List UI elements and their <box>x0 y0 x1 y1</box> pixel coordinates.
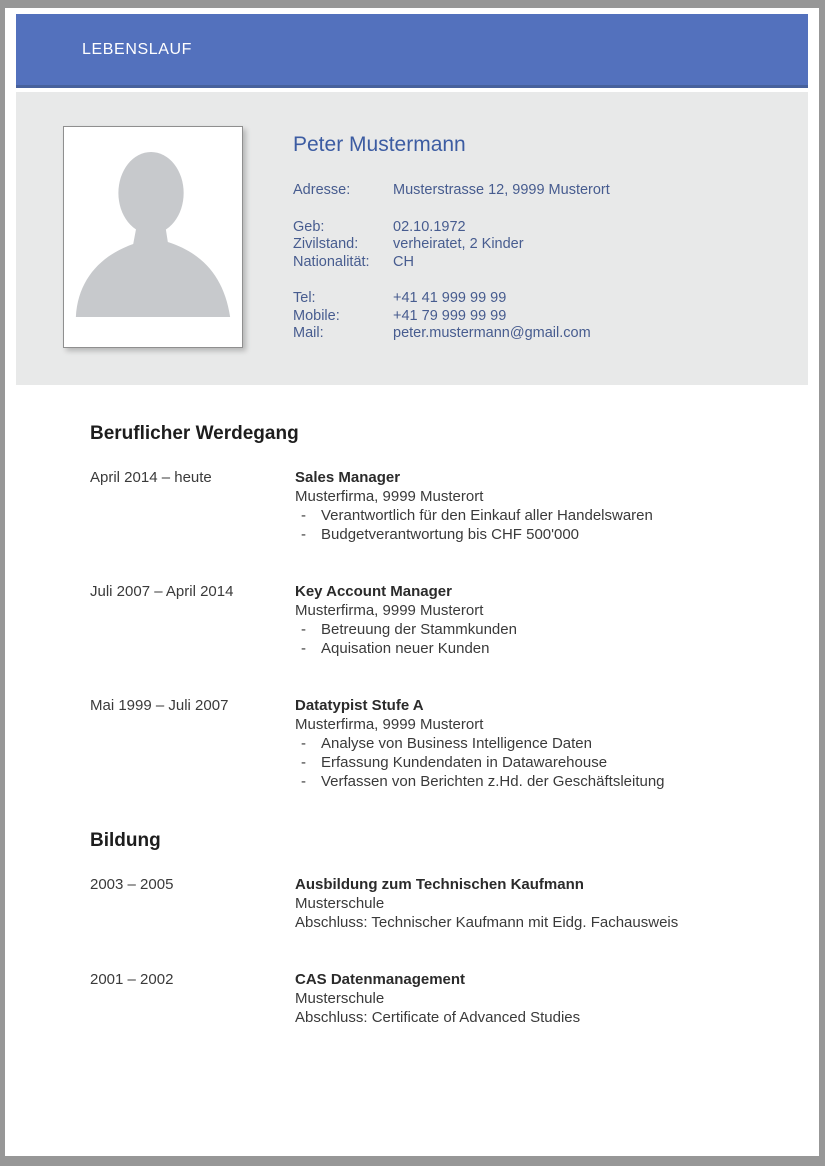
contact-row <box>293 325 773 343</box>
contact-row <box>293 254 773 272</box>
contact-row <box>293 236 773 254</box>
contact-row <box>293 219 773 237</box>
bullet-text: Verantwortlich für den Einkauf aller Handelswaren <box>321 507 653 524</box>
cv-entry <box>90 696 789 791</box>
contact-row <box>293 308 773 326</box>
contact-info <box>293 182 773 343</box>
entry-line: Musterfirma, 9999 Musterort <box>295 488 484 505</box>
entry-line: Musterschule <box>295 895 385 912</box>
cv-body <box>90 422 789 1065</box>
bullet-text: Budgetverantwortung bis CHF 500'000 <box>321 526 580 543</box>
entry-bullet <box>295 506 789 525</box>
bullet-text: Verfassen von Berichten z.Hd. der Geschäftsleitung <box>321 773 665 790</box>
entry-line: Abschluss: Certificate of Advanced Studies <box>295 1009 581 1026</box>
entry-bullet <box>295 772 789 791</box>
entry-period: Mai 1999 – Juli 2007 <box>90 697 229 714</box>
entry-period: 2001 – 2002 <box>90 971 174 988</box>
entry-bullet <box>295 734 789 753</box>
entry-bullet <box>295 639 789 658</box>
entry-period: 2003 – 2005 <box>90 876 174 893</box>
entry-period: Juli 2007 – April 2014 <box>90 583 234 600</box>
section-heading: Beruflicher Werdegang <box>90 423 299 444</box>
cv-entry <box>90 875 789 932</box>
contact-group <box>293 182 773 200</box>
profile-panel <box>16 92 808 385</box>
bullet-dash-icon: - <box>301 754 306 771</box>
bullet-text: Aquisation neuer Kunden <box>321 640 490 657</box>
contact-value: 02.10.1972 <box>393 218 466 235</box>
contact-value: CH <box>393 253 414 270</box>
cv-entry <box>90 582 789 658</box>
contact-label: Geb: <box>293 218 325 235</box>
contact-label: Adresse: <box>293 182 351 198</box>
entry-bullet <box>295 525 789 544</box>
contact-value: +41 79 999 99 99 <box>393 307 507 324</box>
entry-title: Sales Manager <box>295 469 401 486</box>
entry-content <box>295 875 789 932</box>
contact-value: verheiratet, 2 Kinder <box>393 236 524 252</box>
contact-label: Mail: <box>293 325 324 341</box>
entry-bullet <box>295 753 789 772</box>
bullet-dash-icon: - <box>301 621 306 638</box>
entry-content <box>295 468 789 544</box>
contact-row <box>293 290 773 308</box>
contact-value: Musterstrasse 12, 9999 Musterort <box>393 182 610 198</box>
header-bar <box>16 14 808 88</box>
cv-entry <box>90 970 789 1027</box>
entry-line: Musterfirma, 9999 Musterort <box>295 602 484 619</box>
entry-bullet <box>295 620 789 639</box>
person-silhouette-icon <box>64 127 242 347</box>
entry-line: Musterfirma, 9999 Musterort <box>295 716 484 733</box>
entry-content <box>295 696 789 791</box>
contact-label: Zivilstand: <box>293 236 359 252</box>
entry-line: Abschluss: Technischer Kaufmann mit Eidg. Fachausweis <box>295 914 679 931</box>
contact-value: +41 41 999 99 99 <box>393 290 507 306</box>
bullet-dash-icon: - <box>301 735 306 752</box>
bullet-dash-icon: - <box>301 640 306 657</box>
bullet-dash-icon: - <box>301 773 306 790</box>
bullet-text: Betreuung der Stammkunden <box>321 621 517 638</box>
entry-period: April 2014 – heute <box>90 469 212 486</box>
entry-title: Datatypist Stufe A <box>295 697 424 714</box>
bullet-dash-icon: - <box>301 507 306 524</box>
contact-group <box>293 219 773 272</box>
bullet-text: Erfassung Kundendaten in Datawarehouse <box>321 754 608 771</box>
entry-content <box>295 582 789 658</box>
contact-row <box>293 182 773 200</box>
bullet-text: Analyse von Business Intelligence Daten <box>321 735 592 752</box>
entry-content <box>295 970 789 1027</box>
person-name: Peter Mustermann <box>293 133 466 156</box>
bullet-dash-icon: - <box>301 526 306 543</box>
cv-entry <box>90 468 789 544</box>
contact-group <box>293 290 773 343</box>
document-title: LEBENSLAUF <box>82 41 193 58</box>
entry-title: Ausbildung zum Technischen Kaufmann <box>295 876 584 893</box>
identity-block <box>293 133 773 343</box>
photo-placeholder <box>63 126 243 348</box>
contact-label: Mobile: <box>293 307 340 324</box>
entry-title: Key Account Manager <box>295 583 452 600</box>
entry-title: CAS Datenmanagement <box>295 971 466 988</box>
entry-line: Musterschule <box>295 990 385 1007</box>
contact-label: Tel: <box>293 290 316 306</box>
contact-label: Nationalität: <box>293 253 370 270</box>
contact-value: peter.mustermann@gmail.com <box>393 325 591 341</box>
section-heading: Bildung <box>90 830 161 851</box>
